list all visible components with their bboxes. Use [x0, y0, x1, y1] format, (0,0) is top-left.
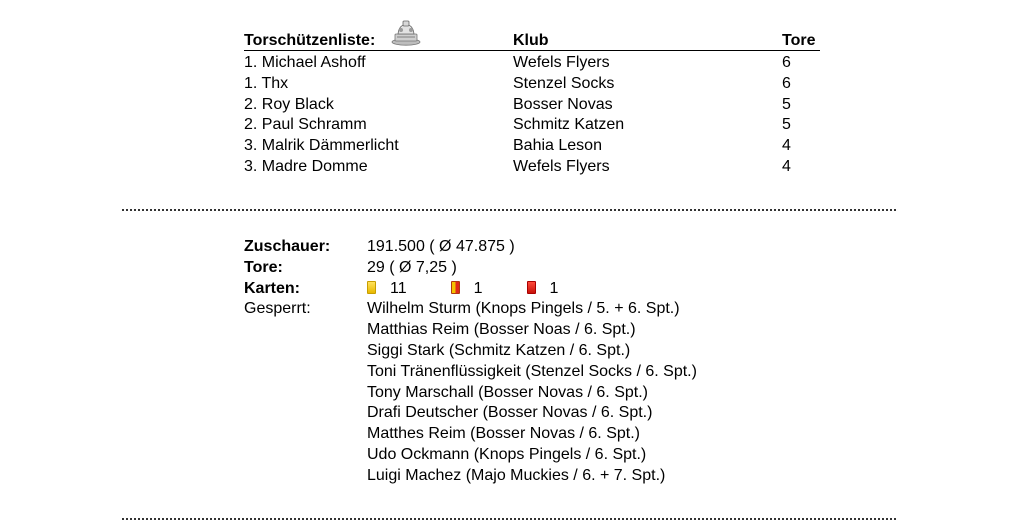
- table-row: [244, 157, 820, 178]
- list-item: [244, 383, 864, 404]
- match-stats: [244, 237, 864, 487]
- scorer-name: 3. Madre Domme: [244, 157, 368, 175]
- banned-player: Matthias Reim (Bosser Noas / 6. Spt.): [367, 321, 636, 339]
- goals-value: 29 ( Ø 7,25 ): [367, 258, 457, 276]
- stat-row-spectators: [244, 237, 864, 258]
- scorer-goals: 6: [782, 74, 791, 92]
- stat-row-goals: [244, 258, 864, 279]
- scorer-club: Bosser Novas: [513, 95, 613, 113]
- banned-player: Tony Marschall (Bosser Novas / 6. Spt.): [367, 383, 648, 401]
- banned-player: Wilhelm Sturm (Knops Pingels / 5. + 6. Spt.): [367, 300, 680, 318]
- yellow-card-icon: [367, 281, 376, 294]
- scorer-club: Stenzel Socks: [513, 74, 615, 92]
- dotted-divider: [122, 209, 896, 211]
- scorer-name: 2. Roy Black: [244, 95, 334, 113]
- goals-label: Tore:: [244, 258, 283, 276]
- spectators-value: 191.500 ( Ø 47.875 ): [367, 238, 515, 255]
- yellow-red-card-icon: [451, 281, 460, 294]
- scorer-goals: 6: [782, 54, 791, 71]
- stat-row-cards: [244, 279, 864, 300]
- banned-list: [244, 299, 864, 486]
- scorer-name: 2. Paul Schramm: [244, 116, 367, 134]
- list-item: [244, 320, 864, 341]
- scorer-goals: 4: [782, 157, 791, 175]
- table-row: [244, 115, 820, 136]
- yellow-card-count: 11: [390, 279, 407, 297]
- list-item: [244, 341, 864, 362]
- table-row: [244, 53, 820, 74]
- banned-player: Siggi Stark (Schmitz Katzen / 6. Spt.): [367, 341, 631, 359]
- header-goals: Tore: [782, 32, 816, 49]
- table-row: [244, 74, 820, 95]
- list-item: [244, 403, 864, 424]
- scorer-name: 1. Michael Ashoff: [244, 54, 366, 71]
- scorer-name: 3. Malrik Dämmerlicht: [244, 137, 399, 155]
- cards-value: [367, 279, 558, 300]
- banned-player: Drafi Deutscher (Bosser Novas / 6. Spt.): [367, 404, 653, 422]
- banned-player: Matthes Reim (Bosser Novas / 6. Spt.): [367, 425, 640, 443]
- scorer-club: Schmitz Katzen: [513, 116, 625, 134]
- trophy-icon: [390, 18, 422, 46]
- header-club: Klub: [513, 32, 549, 49]
- banned-player: Udo Ockmann (Knops Pingels / 6. Spt.): [367, 445, 647, 463]
- scorer-goals: 4: [782, 137, 791, 155]
- yellow-red-card-count: 1: [473, 279, 483, 297]
- list-item: [244, 424, 864, 445]
- dotted-divider: [122, 518, 896, 520]
- spectators-label: Zuschauer:: [244, 238, 331, 255]
- scorer-club: Wefels Flyers: [513, 157, 610, 175]
- table-row: [244, 95, 820, 116]
- table-row: [244, 136, 820, 157]
- red-card-icon: [527, 281, 536, 294]
- scorer-goals: 5: [782, 95, 791, 113]
- table-header: [244, 32, 820, 51]
- header-scorers: Torschützenliste:: [244, 32, 376, 49]
- banned-player: Toni Tränenflüssigkeit (Stenzel Socks / 6. Spt.): [367, 362, 697, 380]
- banned-player: Luigi Machez (Majo Muckies / 6. + 7. Spt.): [367, 466, 666, 484]
- red-card-count: 1: [549, 279, 559, 297]
- scorer-club: Wefels Flyers: [513, 54, 610, 71]
- list-item: [244, 362, 864, 383]
- list-item: [244, 299, 864, 320]
- scorer-name: 1. Thx: [244, 74, 289, 92]
- banned-label: Gesperrt:: [244, 300, 311, 318]
- top-scorers-table: [244, 32, 820, 178]
- scorer-goals: 5: [782, 116, 791, 134]
- list-item: [244, 445, 864, 466]
- scorer-club: Bahia Leson: [513, 137, 602, 155]
- cards-label: Karten:: [244, 279, 301, 297]
- list-item: [244, 466, 864, 487]
